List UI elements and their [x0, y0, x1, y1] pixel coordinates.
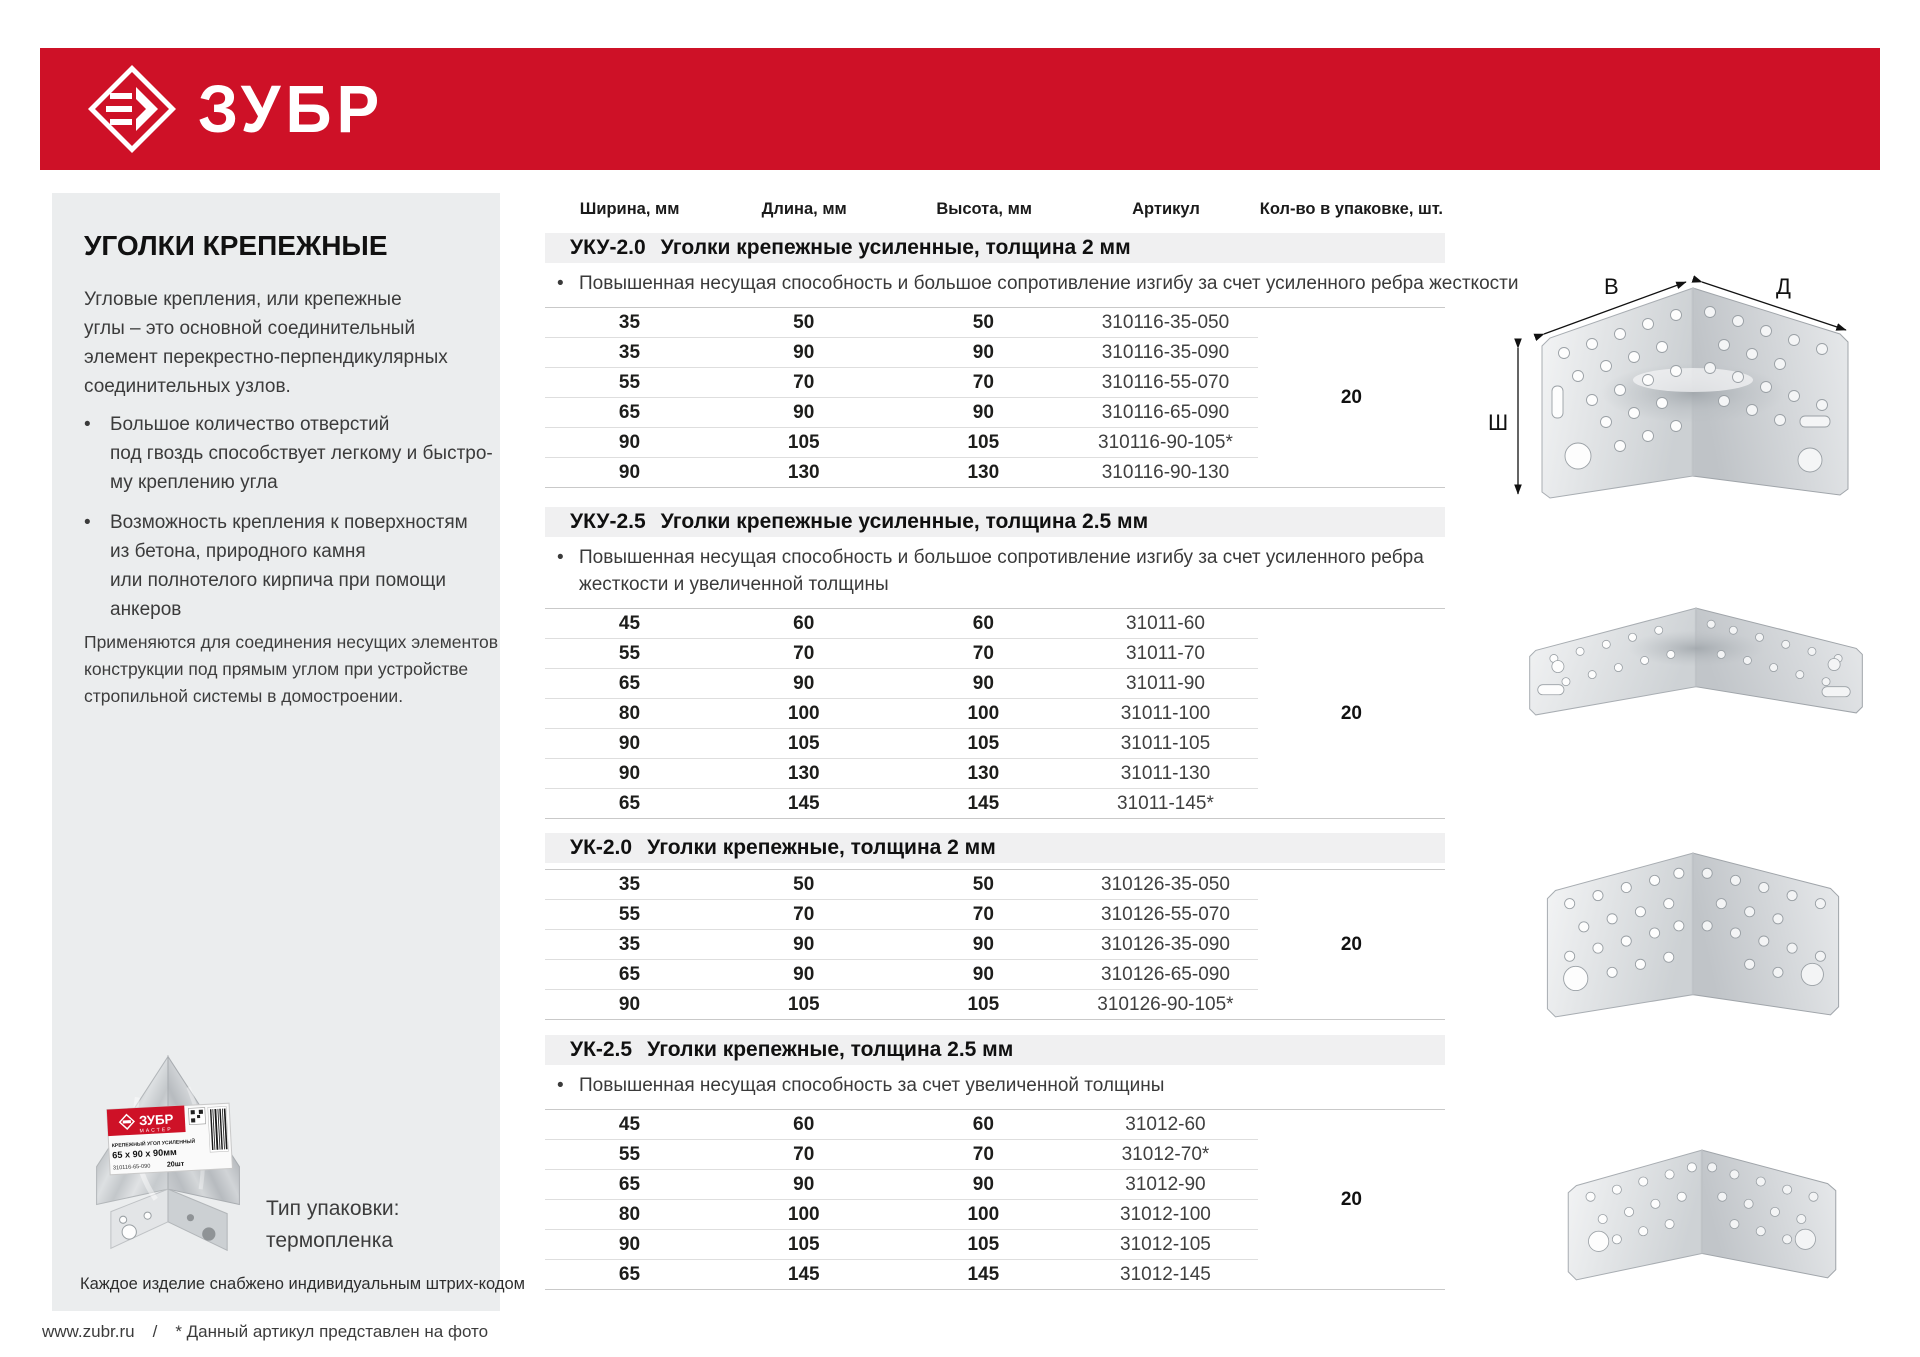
cell-width: 65: [618, 963, 641, 985]
section-bullet: [545, 1065, 1445, 1103]
product-photo-uku-long: [1513, 598, 1877, 724]
table-row: [545, 1200, 1258, 1230]
bullet-marker: •: [557, 1075, 564, 1096]
cell-width: 90: [618, 461, 641, 483]
cell-height: 70: [972, 903, 994, 925]
cell-sku: 31012-100: [1120, 1203, 1211, 1225]
label-qty: 20шт: [166, 1159, 185, 1169]
cell-length: 145: [787, 792, 820, 814]
note-line: конструкции под прямым углом при устройстве: [84, 659, 469, 679]
cell-width: 65: [618, 401, 641, 423]
cell-sku: 31011-90: [1126, 672, 1205, 694]
section-rows: [545, 307, 1445, 488]
col-header-length: Длина, мм: [761, 200, 847, 218]
cell-width: 65: [618, 1263, 641, 1285]
cell-sku: 31011-70: [1126, 642, 1205, 664]
table-row: [545, 609, 1258, 639]
zubr-logo-icon: [86, 63, 178, 155]
cell-height: 70: [972, 1143, 994, 1165]
pack-qty: 20: [1340, 1188, 1362, 1210]
section-code: УК-2.0: [570, 836, 633, 859]
rows-list: [545, 308, 1258, 487]
col-header-pack-qty: Кол-во в упаковке, шт.: [1259, 200, 1443, 218]
label-product-name: КРЕПЕЖНЫЙ УГОЛ УСИЛЕННЫЙ: [111, 1138, 196, 1150]
bullet-text: Повышенная несущая способность и большое сопротивление изгибу за счет усиленного ребра: [579, 547, 1424, 568]
table-row: [545, 458, 1258, 487]
cell-width: 35: [618, 311, 641, 333]
section-code: УК-2.5: [570, 1038, 633, 1061]
page-footer: [42, 1322, 488, 1342]
cell-sku: 310126-65-090: [1101, 963, 1230, 985]
intro-line: Угловые крепления, или крепежные: [84, 289, 402, 310]
label-series: МАСТЕР: [139, 1126, 173, 1135]
cell-length: 100: [787, 702, 820, 724]
cell-length: 70: [793, 903, 815, 925]
bullet-marker: •: [84, 512, 91, 533]
cell-width: 65: [618, 672, 641, 694]
cell-sku: 31012-70*: [1121, 1143, 1210, 1165]
cell-width: 65: [618, 792, 641, 814]
application-note: [84, 629, 498, 710]
section-code: УКУ-2.0: [570, 236, 646, 259]
cell-length: 105: [787, 1233, 820, 1255]
cell-height: 90: [972, 933, 994, 955]
table-row: [545, 338, 1258, 368]
pack-qty: 20: [1340, 933, 1362, 955]
cell-width: 55: [618, 371, 641, 393]
table-row: [545, 789, 1258, 818]
cell-height: 90: [972, 1173, 994, 1195]
section-uk-20: [545, 833, 1445, 1020]
cell-length: 90: [793, 401, 815, 423]
product-photo-uk-tall: [1525, 845, 1859, 1027]
cell-sku: 31012-90: [1125, 1173, 1206, 1195]
label-brand: ЗУБР: [138, 1111, 174, 1129]
cell-height: 90: [972, 963, 994, 985]
cell-height: 100: [967, 1203, 1000, 1225]
footer-divider: /: [152, 1322, 158, 1341]
spec-table: [545, 0, 1519, 1357]
cell-length: 50: [793, 311, 815, 333]
cell-height: 70: [972, 642, 994, 664]
cell-width: 55: [618, 1143, 641, 1165]
bullet-marker: •: [557, 273, 564, 294]
section-bullet: [545, 263, 1519, 301]
cell-sku: 310116-65-090: [1101, 401, 1230, 423]
cell-width: 45: [618, 1113, 641, 1135]
footer-url: www.zubr.ru: [42, 1322, 135, 1341]
cell-width: 90: [618, 762, 641, 784]
cell-width: 35: [618, 873, 641, 895]
cell-sku: 310126-35-050: [1101, 873, 1230, 895]
cell-height: 60: [972, 612, 994, 634]
cell-sku: 31011-60: [1126, 612, 1205, 634]
cell-height: 90: [972, 672, 994, 694]
table-row: [545, 1260, 1258, 1289]
product-photo-uk-small: [1550, 1140, 1854, 1292]
section-rows: [545, 869, 1445, 1020]
cell-height: 130: [967, 762, 1000, 784]
cell-length: 70: [793, 1143, 815, 1165]
bullet-line: под гвоздь способствует легкому и быстро-: [110, 443, 493, 464]
section-code: УКУ-2.5: [570, 510, 646, 533]
col-header-sku: Артикул: [1132, 200, 1200, 218]
cell-length: 130: [787, 461, 820, 483]
product-photo-reinforced-corner-diagram: [1478, 248, 1902, 510]
cell-width: 35: [618, 933, 641, 955]
section-title: Уголки крепежные усиленные, толщина 2.5 мм: [660, 510, 1149, 533]
cell-sku: 31012-60: [1125, 1113, 1206, 1135]
cell-sku: 310116-90-130: [1101, 461, 1230, 483]
cell-sku: 310116-35-090: [1101, 341, 1230, 363]
table-row: [545, 990, 1258, 1019]
section-uk-25: [545, 1035, 1445, 1290]
cell-sku: 31012-145: [1120, 1263, 1211, 1285]
bullet-line: му креплению угла: [110, 472, 278, 493]
section-uku-25: [545, 507, 1445, 819]
intro-line: соединительных узлов.: [84, 376, 291, 397]
cell-sku: 310116-55-070: [1101, 371, 1230, 393]
cell-length: 60: [793, 1113, 815, 1135]
cell-height: 105: [967, 431, 1000, 453]
table-row: [545, 1140, 1258, 1170]
cell-height: 105: [967, 732, 1000, 754]
cell-width: 80: [618, 1203, 641, 1225]
cell-width: 90: [618, 993, 641, 1015]
product-label: [107, 1103, 233, 1175]
cell-width: 65: [618, 1173, 641, 1195]
dim-label-d: Д: [1776, 274, 1791, 299]
cell-length: 90: [793, 963, 815, 985]
bullet-marker: •: [84, 414, 91, 435]
table-row: [545, 639, 1258, 669]
cell-height: 130: [967, 461, 1000, 483]
cell-sku: 31011-105: [1120, 732, 1211, 754]
cell-length: 105: [787, 732, 820, 754]
rows-list: [545, 870, 1258, 1019]
brand-wordmark: ЗУБР: [198, 71, 385, 147]
cell-width: 80: [618, 702, 641, 724]
label-size: 65 x 90 x 90мм: [111, 1146, 178, 1161]
cell-height: 105: [967, 1233, 1000, 1255]
barcode-note: Каждое изделие снабжено индивидуальным штрих-кодом: [80, 1275, 526, 1293]
section-header: [545, 833, 1445, 863]
label-sku: 310116-65-090: [112, 1163, 151, 1172]
packaging-type: [266, 1193, 399, 1257]
cell-height: 145: [967, 1263, 1000, 1285]
cell-length: 70: [793, 371, 815, 393]
cell-sku: 310126-35-090: [1101, 933, 1230, 955]
cell-width: 90: [618, 431, 641, 453]
table-row: [545, 759, 1258, 789]
bullet-text: жесткости и увеличенной толщины: [579, 574, 889, 595]
cell-width: 55: [618, 903, 641, 925]
intro-paragraph: [84, 285, 448, 401]
cell-sku: 31011-130: [1120, 762, 1211, 784]
cell-height: 50: [972, 873, 994, 895]
rows-list: [545, 1110, 1258, 1289]
intro-line: углы – это основной соединительный: [84, 318, 416, 339]
table-row: [545, 1230, 1258, 1260]
feature-bullet-1: [84, 410, 493, 497]
cell-length: 145: [787, 1263, 820, 1285]
bullet-line: Большое количество отверстий: [110, 414, 390, 435]
table-row: [545, 428, 1258, 458]
table-row: [545, 930, 1258, 960]
bullet-line: Возможность крепления к поверхностям: [110, 512, 468, 533]
cell-length: 130: [787, 762, 820, 784]
col-header-width: Ширина, мм: [579, 200, 680, 218]
cell-height: 90: [972, 401, 994, 423]
cell-height: 70: [972, 371, 994, 393]
packaging-label: Тип упаковки:: [266, 1197, 400, 1220]
table-row: [545, 368, 1258, 398]
cell-width: 55: [618, 642, 641, 664]
rows-list: [545, 609, 1258, 818]
cell-width: 90: [618, 732, 641, 754]
table-row: [545, 669, 1258, 699]
cell-sku: 310116-35-050: [1101, 311, 1230, 333]
dim-label-sh: Ш: [1488, 410, 1509, 435]
cell-width: 90: [618, 1233, 641, 1255]
col-header-height: Высота, мм: [936, 200, 1033, 218]
cell-sku: 310126-55-070: [1101, 903, 1230, 925]
bullet-line: или полнотелого кирпича при помощи: [110, 570, 447, 591]
cell-length: 90: [793, 672, 815, 694]
bullet-marker: •: [557, 547, 564, 568]
section-header: [545, 233, 1445, 263]
dim-label-v: В: [1604, 274, 1619, 299]
cell-height: 50: [972, 311, 994, 333]
table-row: [545, 1110, 1258, 1140]
section-title: Уголки крепежные усиленные, толщина 2 мм: [660, 236, 1131, 259]
cell-length: 60: [793, 612, 815, 634]
pack-qty: 20: [1340, 702, 1362, 724]
table-row: [545, 900, 1258, 930]
section-title: Уголки крепежные, толщина 2.5 мм: [647, 1038, 1014, 1061]
cell-length: 105: [787, 431, 820, 453]
bullet-line: из бетона, природного камня: [110, 541, 366, 562]
intro-line: элемент перекрестно-перпендикулярных: [84, 347, 448, 368]
table-row: [545, 870, 1258, 900]
cell-sku: 31011-100: [1120, 702, 1211, 724]
section-bullet: [545, 537, 1445, 602]
page-title: УГОЛКИ КРЕПЕЖНЫЕ: [84, 230, 388, 261]
section-header: [545, 507, 1445, 537]
cell-width: 35: [618, 341, 641, 363]
cell-length: 105: [787, 993, 820, 1015]
note-line: стропильной системы в домостроении.: [84, 686, 404, 706]
cell-sku: 310116-90-105*: [1098, 431, 1233, 453]
bullet-text: Повышенная несущая способность за счет увеличенной толщины: [579, 1075, 1165, 1096]
table-row: [545, 308, 1258, 338]
table-row: [545, 729, 1258, 759]
table-row: [545, 398, 1258, 428]
pack-qty: 20: [1340, 386, 1362, 408]
cell-height: 60: [972, 1113, 994, 1135]
cell-length: 90: [793, 341, 815, 363]
packaging-value: термопленка: [266, 1229, 394, 1252]
bullet-text: Повышенная несущая способность и большое сопротивление изгибу за счет усиленного ребра жесткости: [579, 273, 1519, 294]
section-rows: [545, 608, 1445, 819]
cell-width: 45: [618, 612, 641, 634]
cell-length: 100: [787, 1203, 820, 1225]
cell-length: 90: [793, 1173, 815, 1195]
section-rows: [545, 1109, 1445, 1290]
zubr-logo: [86, 63, 384, 155]
table-row: [545, 1170, 1258, 1200]
section-uku-20: [545, 233, 1519, 488]
cell-height: 90: [972, 341, 994, 363]
cell-sku: 310126-90-105*: [1097, 993, 1234, 1015]
section-header: [545, 1035, 1445, 1065]
packaged-product-photo: [66, 1046, 270, 1266]
cell-height: 105: [967, 993, 1000, 1015]
cell-length: 50: [793, 873, 815, 895]
cell-length: 70: [793, 642, 815, 664]
sidebar: [52, 193, 526, 1311]
note-line: Применяются для соединения несущих элементов: [84, 632, 499, 652]
cell-sku: 31012-105: [1120, 1233, 1211, 1255]
feature-bullet-2: [84, 508, 468, 624]
cell-sku: 31011-145*: [1117, 792, 1214, 814]
table-column-headers: [545, 200, 1445, 219]
cell-height: 100: [967, 702, 1000, 724]
footer-note: * Данный артикул представлен на фото: [175, 1322, 489, 1341]
cell-height: 145: [967, 792, 1000, 814]
section-title: Уголки крепежные, толщина 2 мм: [647, 836, 996, 859]
table-row: [545, 960, 1258, 990]
table-row: [545, 699, 1258, 729]
bullet-line: анкеров: [110, 599, 182, 620]
cell-length: 90: [793, 933, 815, 955]
